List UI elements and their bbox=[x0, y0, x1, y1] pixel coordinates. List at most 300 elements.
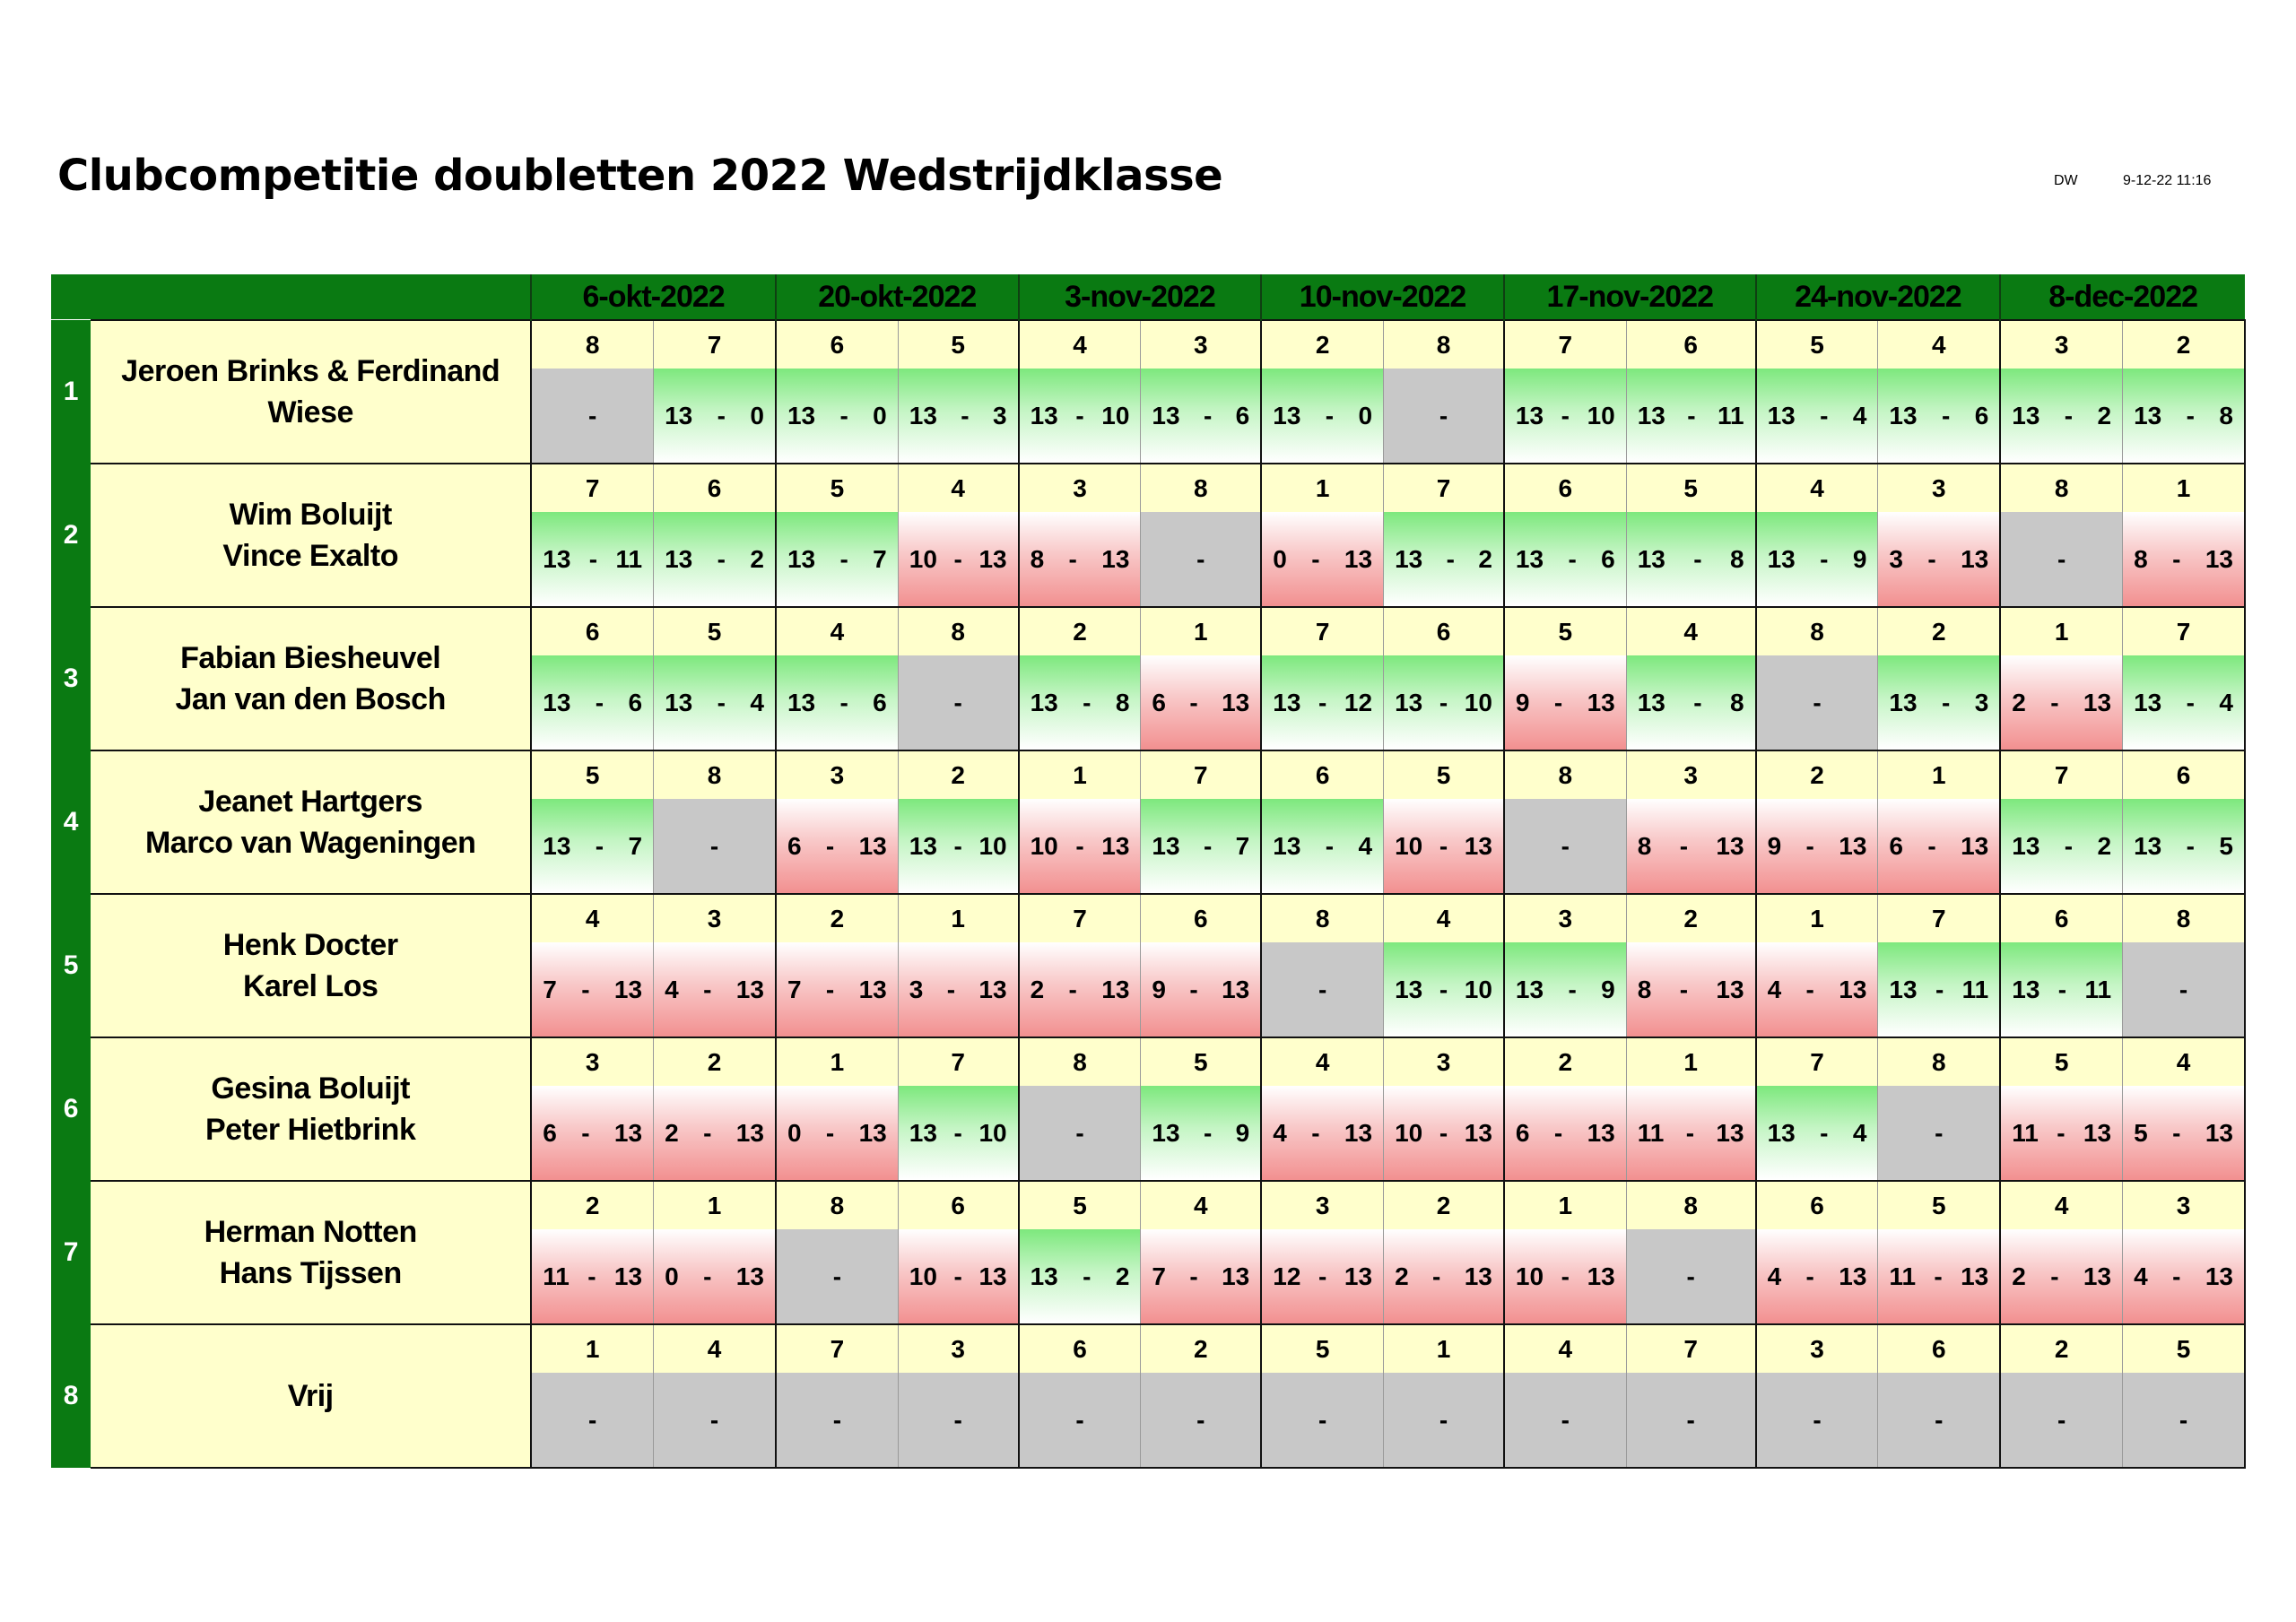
opponent-number: 2 bbox=[654, 1037, 776, 1086]
score-pair bbox=[1262, 1262, 1383, 1291]
score-pair bbox=[654, 976, 775, 1004]
own-score: 13 bbox=[1637, 688, 1665, 716]
score-cell bbox=[2123, 799, 2245, 894]
opponent-score: 0 bbox=[1358, 401, 1373, 429]
own-score: 13 bbox=[1273, 688, 1301, 716]
own-score: 13 bbox=[1889, 975, 1918, 1003]
score-separator: - bbox=[1820, 544, 1829, 573]
opponent-number: 1 bbox=[1504, 1181, 1626, 1229]
opponent-number: 6 bbox=[1384, 607, 1504, 655]
score-pair bbox=[2123, 689, 2244, 717]
score-separator: - bbox=[587, 1262, 596, 1290]
own-score: 13 bbox=[2134, 688, 2162, 716]
score-separator: - bbox=[1805, 1262, 1814, 1290]
opponent-score: 3 bbox=[1974, 688, 1989, 716]
opponent-number: 8 bbox=[2000, 464, 2122, 512]
opponent-number: 2 bbox=[1878, 607, 2000, 655]
score-pair bbox=[1878, 976, 1999, 1004]
score-cell bbox=[898, 799, 1018, 894]
team-number: 4 bbox=[51, 750, 91, 894]
opponent-number: 7 bbox=[2000, 750, 2122, 799]
score-separator: - bbox=[1075, 1118, 1084, 1147]
date-header: 6-okt-2022 bbox=[531, 274, 776, 320]
date-header: 17-nov-2022 bbox=[1504, 274, 1756, 320]
opponent-number: 7 bbox=[1261, 607, 1383, 655]
score-cell bbox=[1504, 799, 1626, 894]
score-cell bbox=[1756, 655, 1878, 750]
score-separator: - bbox=[1935, 975, 1944, 1003]
score-cell bbox=[1141, 1229, 1261, 1324]
opponent-score: 13 bbox=[1839, 831, 1867, 860]
score-cell bbox=[531, 942, 653, 1037]
opponent-number: 8 bbox=[531, 320, 653, 369]
score-cell bbox=[1019, 799, 1141, 894]
opponent-number: 3 bbox=[1141, 320, 1261, 369]
own-score: 2 bbox=[2012, 688, 2026, 716]
score-pair bbox=[1627, 976, 1755, 1004]
opponent-number: 6 bbox=[776, 320, 898, 369]
opponent-score: 13 bbox=[2083, 1118, 2112, 1147]
opponent-number: 3 bbox=[776, 750, 898, 799]
score-separator: - bbox=[839, 544, 848, 573]
score-separator: - bbox=[1311, 544, 1320, 573]
opponent-number: 4 bbox=[1019, 320, 1141, 369]
team-opponent-row bbox=[51, 607, 2245, 655]
opponent-score: 13 bbox=[613, 1118, 643, 1147]
own-score: 2 bbox=[665, 1118, 679, 1147]
score-cell bbox=[654, 799, 776, 894]
score-separator: - bbox=[1318, 975, 1327, 1003]
opponent-number: 8 bbox=[1756, 607, 1878, 655]
score-pair bbox=[1141, 1262, 1260, 1291]
opponent-number: 6 bbox=[2123, 750, 2245, 799]
score-pair bbox=[777, 545, 898, 574]
score-cell bbox=[1756, 799, 1878, 894]
score-cell bbox=[1626, 942, 1755, 1037]
score-pair bbox=[532, 689, 653, 717]
score-pair bbox=[2001, 402, 2122, 430]
score-separator: - bbox=[2057, 1118, 2066, 1147]
score-separator: - bbox=[1439, 831, 1448, 860]
own-score: 13 bbox=[1637, 544, 1665, 573]
score-pair bbox=[2123, 1406, 2244, 1435]
score-pair bbox=[1020, 976, 1141, 1004]
score-cell bbox=[1384, 512, 1504, 607]
opponent-number: 3 bbox=[1504, 894, 1626, 942]
opponent-number: 6 bbox=[1756, 1181, 1878, 1229]
score-separator: - bbox=[839, 401, 848, 429]
own-score: 13 bbox=[543, 544, 571, 573]
opponent-score: 6 bbox=[1974, 401, 1989, 429]
score-separator: - bbox=[1196, 1405, 1205, 1434]
own-score: 13 bbox=[2012, 831, 2040, 860]
score-pair bbox=[1262, 689, 1383, 717]
score-separator: - bbox=[2064, 401, 2074, 429]
opponent-number: 8 bbox=[1141, 464, 1261, 512]
score-separator: - bbox=[2057, 975, 2067, 1003]
score-separator: - bbox=[1318, 688, 1327, 716]
opponent-number: 7 bbox=[1878, 894, 2000, 942]
score-pair bbox=[899, 1406, 1018, 1435]
score-separator: - bbox=[595, 831, 604, 860]
opponent-number: 6 bbox=[1626, 320, 1755, 369]
score-pair bbox=[2123, 1119, 2244, 1148]
opponent-number: 1 bbox=[1019, 750, 1141, 799]
score-cell bbox=[776, 369, 898, 464]
score-cell bbox=[1878, 799, 2000, 894]
score-separator: - bbox=[1820, 401, 1829, 429]
score-cell bbox=[1141, 799, 1261, 894]
own-score: 13 bbox=[1152, 831, 1180, 860]
opponent-number: 2 bbox=[1756, 750, 1878, 799]
score-cell bbox=[1626, 1086, 1755, 1181]
own-score: 13 bbox=[665, 688, 693, 716]
score-cell bbox=[2000, 1229, 2122, 1324]
opponent-number: 5 bbox=[2000, 1037, 2122, 1086]
score-pair bbox=[1384, 402, 1503, 430]
score-cell bbox=[2123, 655, 2245, 750]
opponent-score: 8 bbox=[2219, 401, 2233, 429]
score-separator: - bbox=[961, 401, 970, 429]
score-separator: - bbox=[1693, 544, 1702, 573]
own-score: 11 bbox=[2012, 1118, 2039, 1147]
score-separator: - bbox=[825, 831, 835, 860]
score-separator: - bbox=[1068, 544, 1077, 573]
score-pair bbox=[777, 1406, 898, 1435]
team-opponent-row bbox=[51, 1324, 2245, 1373]
opponent-number: 5 bbox=[1626, 464, 1755, 512]
score-separator: - bbox=[1189, 975, 1198, 1003]
own-score: 13 bbox=[543, 688, 571, 716]
score-pair bbox=[2123, 1262, 2244, 1291]
team-name bbox=[91, 750, 531, 894]
opponent-score: 13 bbox=[1961, 831, 1989, 860]
opponent-number: 5 bbox=[531, 750, 653, 799]
opponent-number: 6 bbox=[1019, 1324, 1141, 1373]
opponent-number: 5 bbox=[776, 464, 898, 512]
own-score: 13 bbox=[543, 831, 571, 860]
score-pair bbox=[1627, 1119, 1755, 1148]
score-pair bbox=[899, 832, 1018, 861]
score-cell bbox=[1384, 799, 1504, 894]
score-separator: - bbox=[1439, 401, 1448, 429]
score-pair bbox=[1627, 832, 1755, 861]
score-cell bbox=[1626, 512, 1755, 607]
score-separator: - bbox=[1439, 975, 1448, 1003]
score-pair bbox=[1878, 1262, 1999, 1291]
own-score: 4 bbox=[1767, 1262, 1782, 1290]
opponent-score: 13 bbox=[1344, 1262, 1373, 1290]
team-player-line-2: Wiese bbox=[267, 395, 353, 429]
own-score: 4 bbox=[2134, 1262, 2148, 1290]
opponent-score: 13 bbox=[1222, 688, 1250, 716]
header-corner bbox=[51, 274, 531, 320]
own-score: 13 bbox=[2134, 831, 2162, 860]
score-cell bbox=[1626, 1373, 1755, 1468]
score-separator: - bbox=[717, 688, 726, 716]
opponent-number: 8 bbox=[2123, 894, 2245, 942]
team-number: 6 bbox=[51, 1037, 91, 1181]
team-player-line-1: Fabian Biesheuvel bbox=[180, 641, 441, 675]
own-score: 13 bbox=[1515, 401, 1544, 429]
score-separator: - bbox=[1075, 401, 1084, 429]
own-score: 7 bbox=[543, 975, 557, 1003]
score-cell bbox=[1141, 1373, 1261, 1468]
score-cell bbox=[654, 1373, 776, 1468]
own-score: 13 bbox=[1637, 401, 1665, 429]
own-score: 13 bbox=[787, 544, 816, 573]
score-separator: - bbox=[1075, 1405, 1084, 1434]
opponent-score: 4 bbox=[2219, 688, 2233, 716]
opponent-score: 5 bbox=[2219, 831, 2233, 860]
own-score: 13 bbox=[1395, 688, 1423, 716]
score-separator: - bbox=[717, 401, 726, 429]
opponent-number: 3 bbox=[2000, 320, 2122, 369]
own-score: 11 bbox=[1637, 1118, 1665, 1147]
team-opponent-row bbox=[51, 320, 2245, 369]
own-score: 13 bbox=[665, 401, 693, 429]
own-score: 4 bbox=[665, 975, 679, 1003]
score-separator: - bbox=[703, 1262, 712, 1290]
opponent-number: 8 bbox=[1878, 1037, 2000, 1086]
score-cell bbox=[531, 1086, 653, 1181]
score-pair bbox=[1878, 1119, 1999, 1148]
score-pair bbox=[1384, 976, 1503, 1004]
own-score: 2 bbox=[1395, 1262, 1409, 1290]
opponent-number: 4 bbox=[776, 607, 898, 655]
opponent-number: 3 bbox=[1261, 1181, 1383, 1229]
own-score: 13 bbox=[787, 401, 816, 429]
opponent-number: 2 bbox=[776, 894, 898, 942]
team-player-line-2: Marco van Wageningen bbox=[144, 826, 476, 860]
score-cell bbox=[2000, 512, 2122, 607]
score-separator: - bbox=[946, 975, 956, 1003]
opponent-score: 13 bbox=[1222, 1262, 1250, 1290]
opponent-score: 13 bbox=[1716, 975, 1744, 1003]
own-score: 6 bbox=[1889, 831, 1903, 860]
opponent-number: 7 bbox=[898, 1037, 1018, 1086]
opponent-number: 2 bbox=[2123, 320, 2245, 369]
score-separator: - bbox=[2186, 688, 2195, 716]
team-number: 7 bbox=[51, 1181, 91, 1324]
opponent-number: 1 bbox=[531, 1324, 653, 1373]
score-separator: - bbox=[1686, 1405, 1695, 1434]
team-number: 2 bbox=[51, 464, 91, 607]
opponent-number: 2 bbox=[2000, 1324, 2122, 1373]
score-pair bbox=[1757, 976, 1878, 1004]
opponent-score: 13 bbox=[1101, 975, 1130, 1003]
score-cell bbox=[1756, 1373, 1878, 1468]
score-separator: - bbox=[953, 688, 962, 716]
opponent-number: 1 bbox=[1141, 607, 1261, 655]
score-cell bbox=[1878, 1373, 2000, 1468]
opponent-score: 13 bbox=[978, 975, 1007, 1003]
own-score: 10 bbox=[1515, 1262, 1544, 1290]
opponent-score: 2 bbox=[2097, 831, 2112, 860]
score-separator: - bbox=[1805, 831, 1814, 860]
score-pair bbox=[2123, 545, 2244, 574]
team-player-line-1: Henk Docter bbox=[222, 928, 398, 962]
score-separator: - bbox=[2179, 1405, 2188, 1434]
score-cell bbox=[776, 942, 898, 1037]
opponent-score: 13 bbox=[1716, 1118, 1744, 1147]
opponent-number: 7 bbox=[776, 1324, 898, 1373]
own-score: 2 bbox=[1030, 975, 1045, 1003]
score-pair bbox=[2001, 1262, 2122, 1291]
score-pair bbox=[2001, 1119, 2122, 1148]
score-cell bbox=[1878, 655, 2000, 750]
score-separator: - bbox=[1203, 831, 1213, 860]
score-pair bbox=[1505, 1262, 1626, 1291]
team-number: 1 bbox=[51, 320, 91, 464]
score-pair bbox=[899, 976, 1018, 1004]
opponent-number: 8 bbox=[1384, 320, 1504, 369]
opponent-number: 5 bbox=[1261, 1324, 1383, 1373]
score-pair bbox=[1878, 689, 1999, 717]
own-score: 10 bbox=[1030, 831, 1058, 860]
opponent-score: 13 bbox=[1101, 544, 1130, 573]
score-pair bbox=[1757, 1406, 1878, 1435]
own-score: 13 bbox=[1030, 688, 1058, 716]
opponent-number: 8 bbox=[1626, 1181, 1755, 1229]
score-pair bbox=[654, 1406, 775, 1435]
score-separator: - bbox=[1927, 544, 1936, 573]
own-score: 0 bbox=[1273, 544, 1287, 573]
score-pair bbox=[654, 545, 775, 574]
score-cell bbox=[1141, 369, 1261, 464]
score-cell bbox=[654, 942, 776, 1037]
score-separator: - bbox=[1813, 1405, 1822, 1434]
score-pair bbox=[1020, 832, 1141, 861]
date-header: 3-nov-2022 bbox=[1019, 274, 1262, 320]
score-separator: - bbox=[2057, 1405, 2066, 1434]
opponent-number: 1 bbox=[898, 894, 1018, 942]
score-cell bbox=[2123, 1229, 2245, 1324]
score-separator: - bbox=[1687, 401, 1696, 429]
score-pair bbox=[2001, 689, 2122, 717]
score-pair bbox=[1505, 1406, 1626, 1435]
opponent-score: 11 bbox=[1961, 975, 1989, 1003]
opponent-number: 4 bbox=[1504, 1324, 1626, 1373]
score-pair bbox=[654, 832, 775, 861]
score-cell bbox=[2123, 1086, 2245, 1181]
score-cell bbox=[1261, 1373, 1383, 1468]
own-score: 13 bbox=[909, 1118, 937, 1147]
score-separator: - bbox=[1805, 975, 1814, 1003]
score-separator: - bbox=[1189, 1262, 1198, 1290]
score-separator: - bbox=[1075, 831, 1084, 860]
opponent-score: 6 bbox=[628, 688, 643, 716]
opponent-score: 4 bbox=[1852, 401, 1867, 429]
score-pair bbox=[1878, 545, 1999, 574]
score-separator: - bbox=[717, 544, 726, 573]
opponent-number: 8 bbox=[776, 1181, 898, 1229]
own-score: 12 bbox=[1273, 1262, 1301, 1290]
score-cell bbox=[1878, 1086, 2000, 1181]
score-cell bbox=[1019, 1229, 1141, 1324]
opponent-number: 6 bbox=[531, 607, 653, 655]
score-pair bbox=[1384, 689, 1503, 717]
score-cell bbox=[776, 1086, 898, 1181]
opponent-number: 3 bbox=[1019, 464, 1141, 512]
date-header: 8-dec-2022 bbox=[2000, 274, 2245, 320]
opponent-score: 13 bbox=[858, 975, 887, 1003]
opponent-number: 5 bbox=[1141, 1037, 1261, 1086]
score-pair bbox=[1757, 402, 1878, 430]
score-pair bbox=[1757, 832, 1878, 861]
score-separator: - bbox=[1203, 1118, 1213, 1147]
opponent-number: 8 bbox=[898, 607, 1018, 655]
score-pair bbox=[899, 1262, 1018, 1291]
competition-table bbox=[51, 274, 2246, 1469]
score-pair bbox=[1020, 545, 1141, 574]
opponent-number: 4 bbox=[1141, 1181, 1261, 1229]
score-cell bbox=[776, 1229, 898, 1324]
opponent-number: 7 bbox=[1384, 464, 1504, 512]
own-score: 13 bbox=[2012, 401, 2040, 429]
score-pair bbox=[1505, 832, 1626, 861]
score-cell bbox=[1384, 1229, 1504, 1324]
opponent-score: 2 bbox=[1478, 544, 1492, 573]
own-score: 13 bbox=[1152, 401, 1180, 429]
opponent-number: 2 bbox=[1626, 894, 1755, 942]
opponent-number: 6 bbox=[1504, 464, 1626, 512]
score-separator: - bbox=[2186, 401, 2195, 429]
opponent-number: 5 bbox=[2123, 1324, 2245, 1373]
score-pair bbox=[1384, 1119, 1503, 1148]
score-pair bbox=[1141, 1119, 1260, 1148]
score-separator: - bbox=[1941, 401, 1951, 429]
score-separator: - bbox=[953, 1405, 962, 1434]
own-score: 7 bbox=[787, 975, 802, 1003]
score-cell bbox=[2123, 1373, 2245, 1468]
team-player-line-1: Wim Boluijt bbox=[229, 498, 392, 532]
own-score: 2 bbox=[2012, 1262, 2026, 1290]
opponent-number: 5 bbox=[1019, 1181, 1141, 1229]
score-separator: - bbox=[1679, 975, 1689, 1003]
opponent-score: 3 bbox=[993, 401, 1007, 429]
score-separator: - bbox=[825, 1118, 835, 1147]
own-score: 11 bbox=[543, 1262, 570, 1290]
score-cell bbox=[1019, 655, 1141, 750]
score-cell bbox=[1504, 369, 1626, 464]
score-pair bbox=[1627, 545, 1755, 574]
opponent-number: 4 bbox=[1261, 1037, 1383, 1086]
team-opponent-row bbox=[51, 464, 2245, 512]
team-player-line-1: Jeanet Hartgers bbox=[198, 785, 422, 819]
own-score: 7 bbox=[1152, 1262, 1166, 1290]
score-pair bbox=[1141, 545, 1260, 574]
opponent-number: 7 bbox=[654, 320, 776, 369]
score-cell bbox=[1261, 799, 1383, 894]
score-separator: - bbox=[1568, 975, 1577, 1003]
score-pair bbox=[1384, 832, 1503, 861]
score-separator: - bbox=[2186, 831, 2195, 860]
score-cell bbox=[2000, 799, 2122, 894]
score-pair bbox=[654, 402, 775, 430]
score-separator: - bbox=[709, 831, 719, 860]
score-separator: - bbox=[1686, 1262, 1695, 1290]
opponent-number: 7 bbox=[1141, 750, 1261, 799]
opponent-number: 1 bbox=[776, 1037, 898, 1086]
score-cell bbox=[2000, 655, 2122, 750]
opponent-number: 6 bbox=[1878, 1324, 2000, 1373]
score-pair bbox=[1384, 545, 1503, 574]
score-separator: - bbox=[1685, 1118, 1695, 1147]
opponent-score: 8 bbox=[1730, 544, 1744, 573]
opponent-number: 4 bbox=[2000, 1181, 2122, 1229]
score-separator: - bbox=[595, 688, 604, 716]
